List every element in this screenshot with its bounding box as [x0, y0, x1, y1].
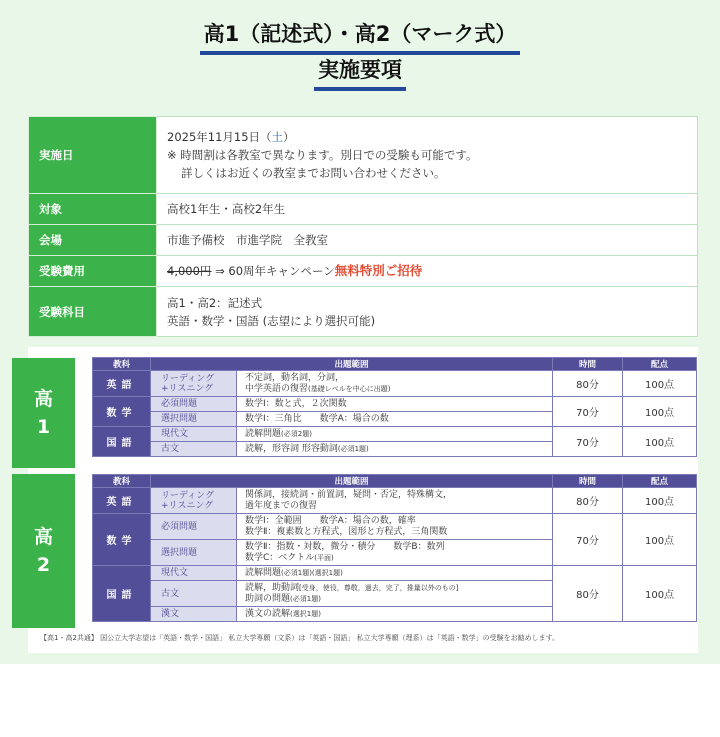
- subjects-label: 受験科目: [29, 287, 157, 337]
- table-row: 英語 リーディング +リスニング 関係詞，接続詞・前置詞，疑問・否定，特殊構文， 過年度までの復習 80分 100点: [93, 488, 697, 514]
- date-label: 実施日: [29, 117, 157, 194]
- page-subtitle: 実施要項: [0, 54, 720, 91]
- table-row: 古文 読解，形容詞 形容動詞(必須1題): [93, 442, 697, 457]
- footnote: 【高1・高2共通】 国公立大学志望は「英語・数学・国語」 私立大学専願（文系）は「英語・国語」 私立大学専願（理系）は「英語・数学」の受験をお勧めします。: [40, 634, 560, 642]
- target-label: 対象: [29, 194, 157, 225]
- table-row: 漢文 漢文の読解(選択1題): [93, 607, 697, 622]
- fee-value: 4,000円 ⇒ 60周年キャンペーン無料特別ご招待: [157, 256, 698, 287]
- date-note-1: ※ 時間割は各教室で異なります。別日での受験も可能です。: [167, 148, 478, 162]
- table-row: 国語 現代文 読解問題(必須1題)(選択1題) 80分 100点: [93, 566, 697, 581]
- grade1-table: 教科 出題範囲 時間 配点 英語 リーディング +リスニング 不定詞，動名詞，分詞， 中学英語の復習(基礎レベルを中心に出題) 80分 100点 数学 必須問題 数学Ⅰ：数と式，２次関数 70分 100点 選択問題 数学Ⅰ：三角比 数学A：場合の数 国語 現代文 読解問題(必須2題) 70分 100点 古文 読解，形容詞 形容動詞(必須1題): [92, 357, 697, 457]
- fee-label: 受験費用: [29, 256, 157, 287]
- venue-value: 市進予備校 市進学院 全教室: [157, 225, 698, 256]
- page-title: 高1（記述式）・高2（マーク式）: [0, 18, 720, 55]
- subjects-value: 高1・高2：記述式 英語・数学・国語 (志望により選択可能): [157, 287, 698, 337]
- table-row: 数学 必須問題 数学Ⅰ：数と式，２次関数 70分 100点: [93, 397, 697, 412]
- table-row: 数学 必須問題 数学Ⅰ：全範囲 数学A：場合の数，確率 数学Ⅱ：複素数と方程式，図形と方程式，三角関数 70分 100点: [93, 514, 697, 540]
- table-row: 国語 現代文 読解問題(必須2題) 70分 100点: [93, 427, 697, 442]
- grade2-label: 高 2: [12, 474, 75, 628]
- grade2-table: 教科 出題範囲 時間 配点 英語 リーディング +リスニング 関係詞，接続詞・前置詞，疑問・否定，特殊構文， 過年度までの復習 80分 100点 数学 必須問題 数学Ⅰ：全範囲 数学A：場合の数，確率 数学Ⅱ：複素数と方程式，図形と方程式，三角関数 70分 100点 選択問題 数学Ⅱ：指数・対数，微分・積分 数学B：数列 数学C：ベクトル(平面) 国語 現代文 読解問題(必須1題)(選択1題) 80分 100点 古文 読解，助動詞[受身，使役，尊敬，過去，完了，推量以外のもの] 助詞の問題(必須1題) 漢文 漢文の読解(選択1題): [92, 474, 697, 622]
- info-row-subjects: [29, 287, 698, 337]
- weekday: 土: [271, 130, 284, 144]
- target-value: 高校1年生・高校2年生: [157, 194, 698, 225]
- info-table: [28, 116, 698, 337]
- table-row: 英語 リーディング +リスニング 不定詞，動名詞，分詞， 中学英語の復習(基礎レベルを中心に出題) 80分 100点: [93, 371, 697, 397]
- old-price: 4,000円: [167, 264, 212, 278]
- table-row: 選択問題 数学Ⅱ：指数・対数，微分・積分 数学B：数列 数学C：ベクトル(平面): [93, 540, 697, 566]
- free-invite-highlight: 無料特別ご招待: [334, 263, 423, 278]
- venue-label: 会場: [29, 225, 157, 256]
- table-row: 古文 読解，助動詞[受身，使役，尊敬，過去，完了，推量以外のもの] 助詞の問題(必須1題): [93, 581, 697, 607]
- info-row-venue: [29, 225, 698, 256]
- info-row-fee: [29, 256, 698, 287]
- grade1-label: 高 1: [12, 358, 75, 468]
- date-note-2: 詳しくはお近くの教室までお問い合わせください。: [181, 166, 446, 180]
- table-row: 選択問題 数学Ⅰ：三角比 数学A：場合の数: [93, 412, 697, 427]
- date-value: 2025年11月15日（土） ※ 時間割は各教室で異なります。別日での受験も可能です。 詳しくはお近くの教室までお問い合わせください。: [157, 117, 698, 194]
- info-row-target: [29, 194, 698, 225]
- info-row-date: [29, 117, 698, 194]
